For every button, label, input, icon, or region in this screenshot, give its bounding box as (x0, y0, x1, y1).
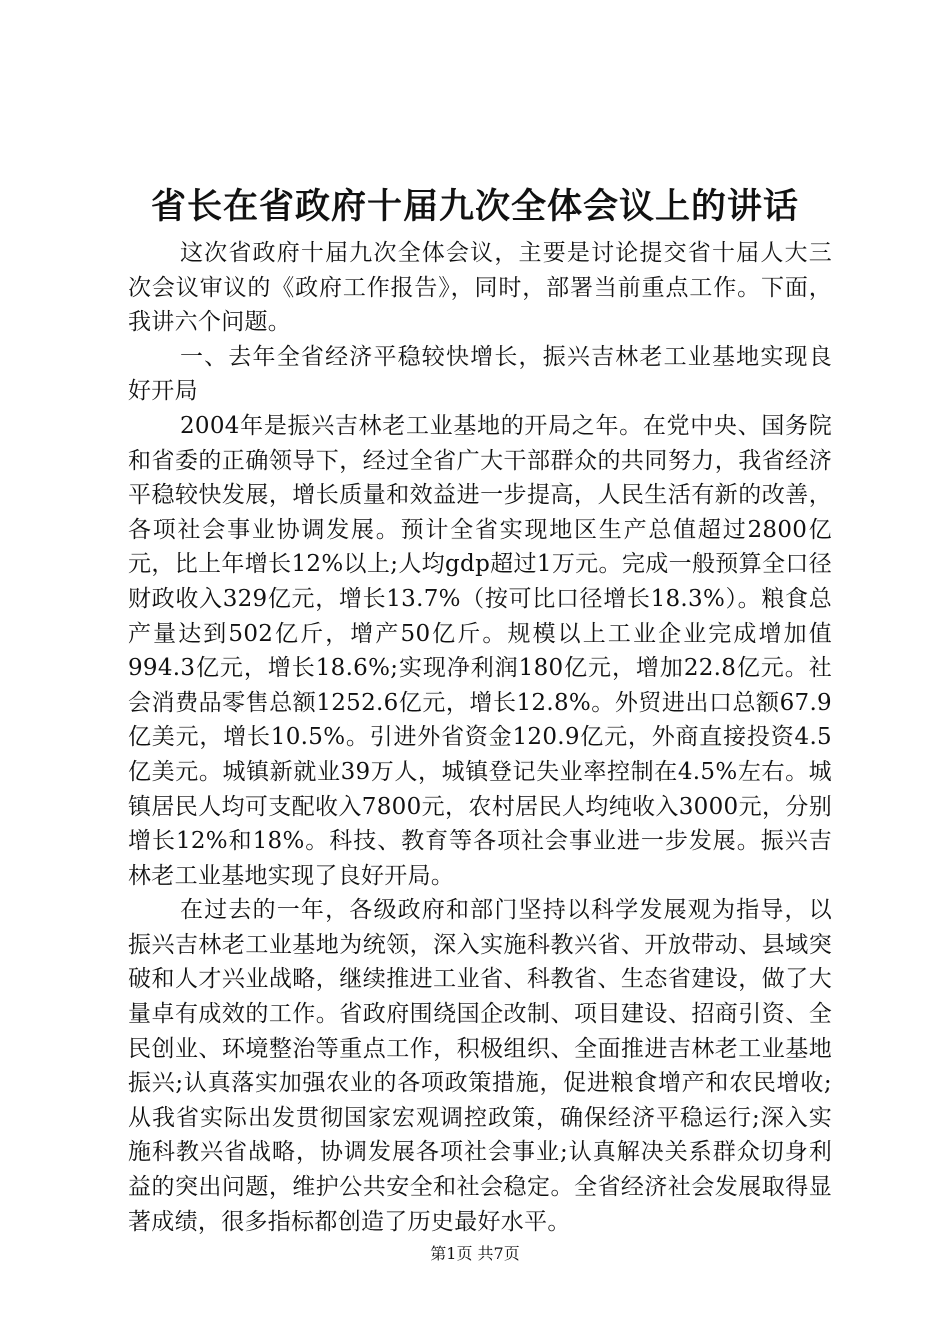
document-title: 省长在省政府十届九次全体会议上的讲话 (150, 187, 799, 227)
page-number-footer: 第1页 共7页 (430, 1244, 520, 1263)
paragraph-intro: 这次省政府十届九次全体会议，主要是讨论提交省十届人大三次会议审议的《政府工作报告》，同时，部署当前重点工作。下面，我讲六个问题。 (128, 240, 832, 336)
paragraph-economy-stats: 2004年是振兴吉林老工业基地的开局之年。在党中央、国务院和省委的正确领导下，经过全省广大干部群众的共同努力，我省经济平稳较快发展，增长质量和效益进一步提高，人民生活有新的改善，各项社会事业协调发展。预计全省实现地区生产总值超过2800亿元，比上年增长12%以上;人均gdp超过1万元。完成一般预算全口径财政收入329亿元，增长13.7%（按可比口径增长18.3%）。粮食总产量达到502亿斤，增产50亿斤。规模以上工业企业完成增加值994.3亿元，增长18.6%;实现净利润180亿元，增加22.8亿元。社会消费品零售总额1252.6亿元，增长12.8%。外贸进出口总额67.9亿美元，增长10.5%。引进外省资金120.9亿元，外商直接投资4.5亿美元。城镇新就业39万人，城镇登记失业率控制在4.5%左右。城镇居民人均可支配收入7800元，农村居民人均纯收入3000元，分别增长12%和18%。科技、教育等各项社会事业进一步发展。振兴吉林老工业基地实现了良好开局。 (128, 412, 832, 889)
paragraph-work-review: 在过去的一年，各级政府和部门坚持以科学发展观为指导，以振兴吉林老工业基地为统领，深入实施科教兴省、开放带动、县域突破和人才兴业战略，继续推进工业省、科教省、生态省建设，做了大量卓有成效的工作。省政府围绕国企改制、项目建设、招商引资、全民创业、环境整治等重点工作，积极组织、全面推进吉林老工业基地振兴;认真落实加强农业的各项政策措施，促进粮食增产和农民增收;从我省实际出发贯彻国家宏观调控政策，确保经济平稳运行;深入实施科教兴省战略，协调发展各项社会事业;认真解决关系群众切身利益的突出问题，维护公共安全和社会稳定。全省经济社会发展取得显著成绩，很多指标都创造了历史最好水平。 (128, 897, 832, 1235)
document-body (128, 236, 832, 1239)
section-heading: 一、去年全省经济平稳较快增长，振兴吉林老工业基地实现良好开局 (128, 343, 832, 405)
